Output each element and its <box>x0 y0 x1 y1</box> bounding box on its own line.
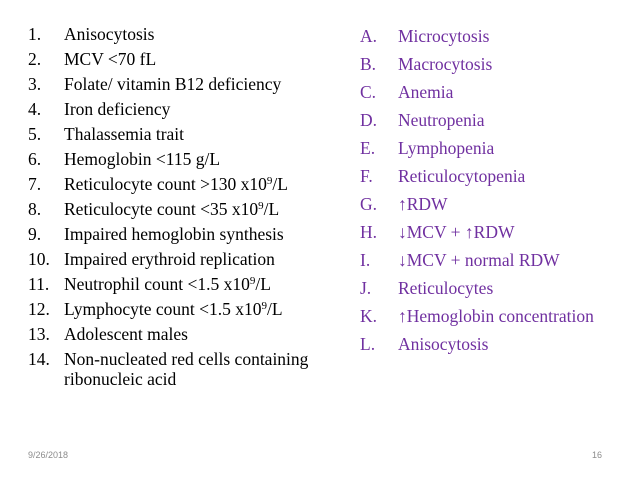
item-text: Anisocytosis <box>64 24 155 44</box>
item-text: Reticulocytes <box>398 278 494 298</box>
list-item <box>360 274 635 302</box>
slide-number: 16 <box>591 450 602 460</box>
list-item <box>28 172 328 197</box>
lettered-list <box>360 22 635 358</box>
list-item <box>28 72 328 97</box>
item-text: ↓MCV + normal RDW <box>398 250 560 270</box>
item-letter: D. <box>360 110 378 130</box>
item-letter: K. <box>360 306 378 326</box>
item-letter: F. <box>360 166 373 186</box>
item-number: 13. <box>28 324 50 344</box>
item-number: 11. <box>28 274 50 294</box>
item-text: Impaired erythroid replication <box>64 249 275 269</box>
item-text-unit: /L <box>266 299 283 319</box>
list-item <box>28 22 328 47</box>
item-text: Hemoglobin <115 g/L <box>64 149 221 169</box>
item-text: Lymphopenia <box>398 138 495 158</box>
list-item <box>28 322 328 347</box>
list-item <box>360 162 635 190</box>
item-text-unit: /L <box>263 199 280 219</box>
item-letter: J. <box>360 278 372 298</box>
item-number: 14. <box>28 349 50 369</box>
item-letter: B. <box>360 54 377 74</box>
exponent: 9 <box>249 275 256 287</box>
list-item <box>360 134 635 162</box>
list-item <box>360 330 635 358</box>
list-item <box>360 302 635 330</box>
list-item <box>28 347 328 389</box>
item-number: 8. <box>28 199 42 219</box>
list-item <box>28 197 328 222</box>
item-number: 7. <box>28 174 42 194</box>
item-text: Thalassemia trait <box>64 124 185 144</box>
item-text: ↓MCV + ↑RDW <box>398 222 515 242</box>
item-text: MCV <70 fL <box>64 49 157 69</box>
list-item <box>360 218 635 246</box>
item-text: Reticulocytopenia <box>398 166 526 186</box>
list-item <box>28 122 328 147</box>
item-text: Non-nucleated red cells containing ribonucleic acid <box>64 349 309 389</box>
list-item <box>360 190 635 218</box>
item-text: ↑Hemoglobin concentration <box>398 306 594 326</box>
list-item <box>28 147 328 172</box>
item-letter: A. <box>360 26 378 46</box>
item-text-main: Reticulocyte count >130 x10 <box>64 174 267 194</box>
item-text-unit: /L <box>272 174 288 194</box>
item-number: 4. <box>28 99 42 119</box>
item-letter: C. <box>360 82 377 102</box>
list-item <box>28 97 328 122</box>
list-item <box>28 272 328 297</box>
item-text-main: Neutrophil count <1.5 x10 <box>64 274 250 294</box>
item-number: 9. <box>28 224 42 244</box>
item-number: 1. <box>28 24 42 44</box>
item-text-main: Reticulocyte count <35 x10 <box>64 199 259 219</box>
item-text: Macrocytosis <box>398 54 493 74</box>
item-letter: G. <box>360 194 378 214</box>
item-number: 5. <box>28 124 42 144</box>
exponent: 9 <box>266 175 273 187</box>
list-item <box>360 50 635 78</box>
item-letter: L. <box>360 334 376 354</box>
list-item <box>360 106 635 134</box>
item-text: ↑RDW <box>398 194 448 214</box>
item-text <box>64 297 283 322</box>
item-text: Anemia <box>398 82 454 102</box>
list-item <box>28 47 328 72</box>
item-number: 2. <box>28 49 42 69</box>
item-text-main: Lymphocyte count <1.5 x10 <box>64 299 262 319</box>
list-item <box>360 246 635 274</box>
item-number: 6. <box>28 149 42 169</box>
item-text: Folate/ vitamin B12 deficiency <box>64 74 282 94</box>
exponent: 9 <box>258 200 264 212</box>
item-text: Adolescent males <box>64 324 188 344</box>
list-item <box>28 247 328 272</box>
list-item <box>360 78 635 106</box>
slide-date: 9/26/2018 <box>28 450 69 460</box>
item-letter: H. <box>360 222 378 242</box>
item-letter: E. <box>360 138 376 158</box>
item-text: Neutropenia <box>398 110 485 130</box>
numbered-list <box>28 22 328 389</box>
item-text <box>64 172 288 197</box>
item-text: Anisocytosis <box>398 334 489 354</box>
item-text: Impaired hemoglobin synthesis <box>64 224 284 244</box>
item-letter: I. <box>360 250 371 270</box>
item-number: 10. <box>28 249 50 269</box>
item-number: 3. <box>28 74 42 94</box>
list-item <box>28 222 328 247</box>
item-number: 12. <box>28 299 50 319</box>
item-text <box>64 272 271 297</box>
list-item <box>28 297 328 322</box>
item-text <box>64 197 279 222</box>
item-text: Iron deficiency <box>64 99 171 119</box>
list-item <box>360 22 635 50</box>
item-text-unit: /L <box>255 274 271 294</box>
item-text: Microcytosis <box>398 26 490 46</box>
exponent: 9 <box>261 300 267 312</box>
